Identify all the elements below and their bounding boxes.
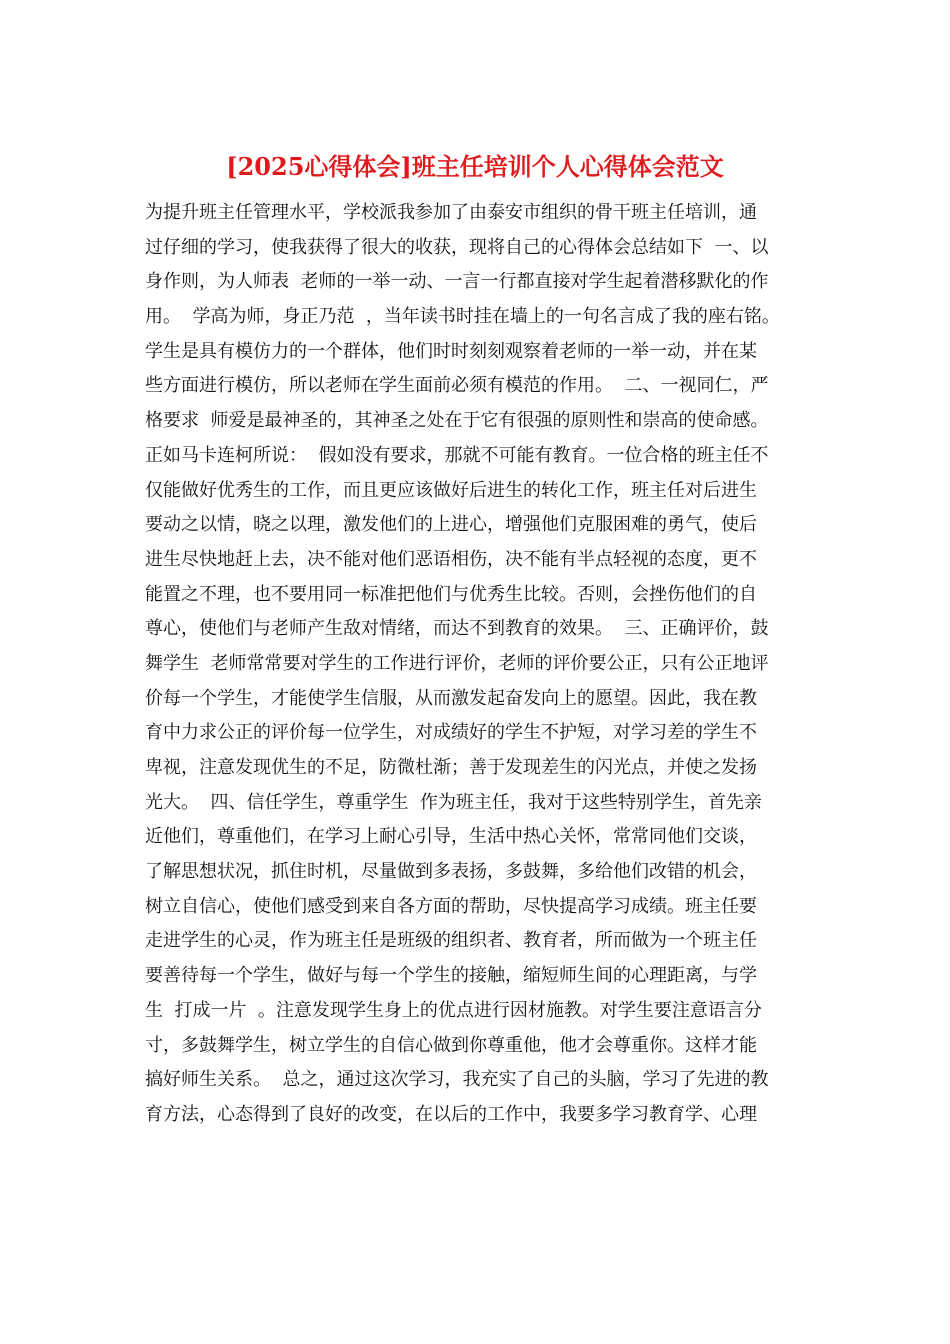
body-line: 走进学生的心灵，作为班主任是班级的组织者、教育者，所而做为一个班主任 [145, 930, 757, 952]
body-line: 尊心，使他们与老师产生敌对情绪，而达不到教育的效果。 三、正确评价，鼓 [145, 618, 769, 640]
body-line: 近他们，尊重他们，在学习上耐心引导，生活中热心关怀，常常同他们交谈， [145, 826, 757, 848]
body-line: 寸，多鼓舞学生，树立学生的自信心做到你尊重他，他才会尊重你。这样才能 [145, 1034, 757, 1056]
body-line: 要善待每一个学生，做好与每一个学生的接触，缩短师生间的心理距离，与学 [145, 965, 757, 987]
body-line: 搞好师生关系。 总之，通过这次学习，我充实了自己的头脑，学习了先进的教 [145, 1069, 769, 1091]
body-line: 价每一个学生，才能使学生信服，从而激发起奋发向上的愿望。因此，我在教 [145, 687, 757, 709]
body-line: 仅能做好优秀生的工作，而且更应该做好后进生的转化工作，班主任对后进生 [145, 479, 757, 501]
body-line: 身作则，为人师表 老师的一举一动、一言一行都直接对学生起着潜移默化的作 [145, 271, 769, 293]
body-line: 树立自信心，使他们感受到来自各方面的帮助，尽快提高学习成绩。班主任要 [145, 895, 757, 917]
body-line: 了解思想状况，抓住时机，尽量做到多表扬，多鼓舞，多给他们改错的机会， [145, 861, 757, 883]
body-line: 用。 学高为师，身正乃范 ，当年读书时挂在墙上的一句名言成了我的座右铭。 [145, 306, 780, 328]
body-line: 卑视，注意发现优生的不足，防微杜渐；善于发现差生的闪光点，并使之发扬 [145, 757, 757, 778]
body-line: 育中力求公正的评价每一位学生，对成绩好的学生不护短，对学习差的学生不 [145, 722, 757, 744]
body-line: 舞学生 老师常常要对学生的工作进行评价，老师的评价要公正，只有公正地评 [145, 652, 769, 674]
body-line: 些方面进行模仿，所以老师在学生面前必须有模范的作用。 二、一视同仁，严 [145, 375, 769, 397]
body-line: 光大。 四、信任学生，尊重学生 作为班主任，我对于这些特别学生，首先亲 [145, 791, 762, 813]
body-line: 过仔细的学习，使我获得了很大的收获，现将自己的心得体会总结如下 一、以 [145, 236, 769, 258]
body-line: 为提升班主任管理水平，学校派我参加了由泰安市组织的骨干班主任培训，通 [145, 202, 757, 223]
body-line: 育方法，心态得到了良好的改变，在以后的工作中，我要多学习教育学、心理 [145, 1103, 757, 1125]
document-title: [2025心得体会]班主任培训个人心得体会范文 [226, 152, 724, 181]
body-line: 能置之不理，也不要用同一标准把他们与优秀生比较。否则，会挫伤他们的自 [145, 583, 757, 605]
body-line: 正如马卡连柯所说： 假如没有要求，那就不可能有教育。一位合格的班主任不 [145, 444, 769, 466]
body-line: 生 打成一片 。注意发现学生身上的优点进行因材施教。对学生要注意语言分 [145, 999, 762, 1021]
body-line: 格要求 师爱是最神圣的，其神圣之处在于它有很强的原则性和崇高的使命感。 [145, 410, 769, 432]
body-line: 进生尽快地赶上去，决不能对他们恶语相伤，决不能有半点轻视的态度，更不 [145, 548, 757, 570]
body-line: 学生是具有模仿力的一个群体，他们时时刻刻观察着老师的一举一动，并在某 [145, 340, 757, 362]
body-line: 要动之以情，晓之以理，激发他们的上进心，增强他们克服困难的勇气，使后 [145, 514, 757, 536]
document-body [145, 196, 810, 1133]
